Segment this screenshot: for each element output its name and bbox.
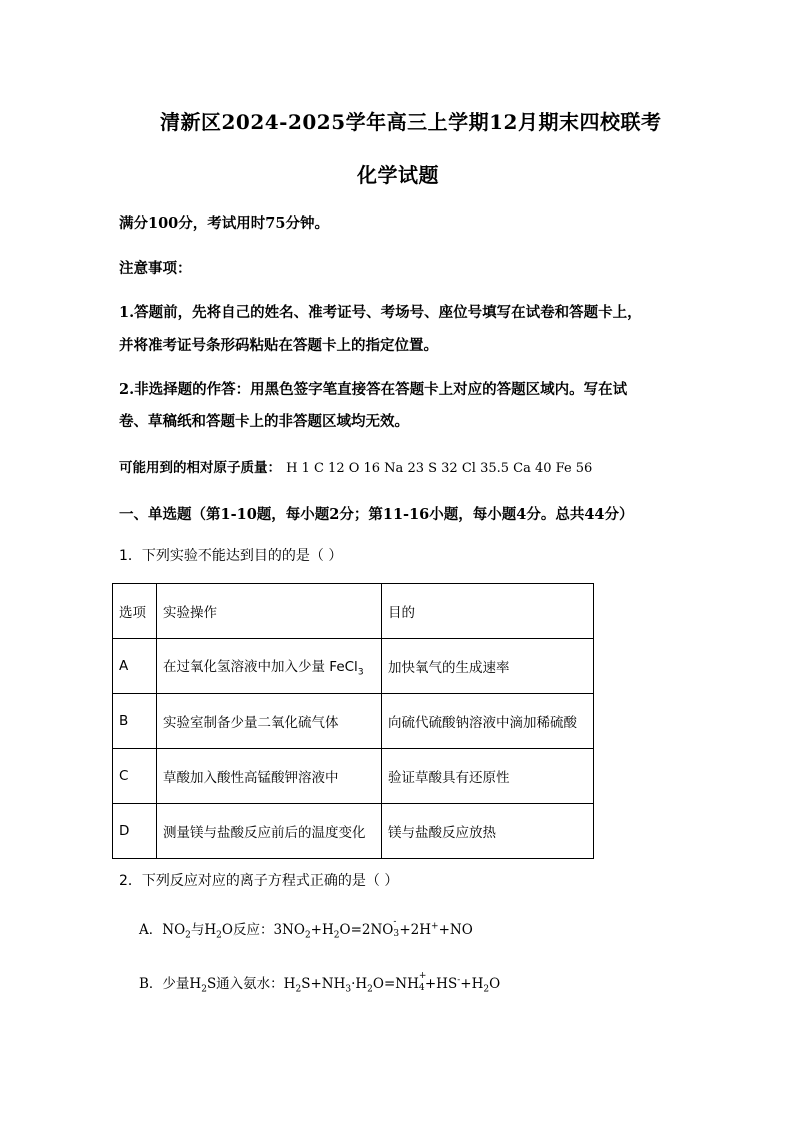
- subscript: 3: [345, 984, 352, 995]
- operation-text: 在过氧化氢溶液中加入少量 FeCl: [163, 658, 358, 675]
- goal-cell: 加快氧气的生成速率: [382, 639, 594, 694]
- notice-1-line-1: 1.答题前，先将自己的姓名、准考证号、考场号、座位号填写在试卷和答题卡上，: [119, 304, 642, 321]
- subscript: 2: [185, 930, 191, 941]
- subscript: 2: [216, 930, 222, 941]
- table-header-cell: 选项: [113, 584, 157, 639]
- formula-text: +2H: [399, 922, 432, 938]
- formula-text: +HS: [424, 976, 458, 992]
- table-row: [113, 639, 594, 694]
- subscript: 3: [393, 929, 400, 939]
- subscript: 2: [201, 984, 207, 995]
- operation-cell: 实验室制备少量二氧化硫气体: [157, 694, 382, 749]
- atomic-mass-label: 可能用到的相对原子质量：: [119, 460, 281, 476]
- option-cell: D: [113, 804, 157, 859]
- formula-text: O=NH: [372, 976, 419, 992]
- atomic-mass-line: [119, 456, 592, 476]
- question-1-table: [112, 583, 594, 859]
- superscript: -: [457, 975, 461, 986]
- exam-subject: 化学试题: [357, 163, 439, 187]
- formula-text: NO: [162, 922, 186, 938]
- question-2-stem: 2．下列反应对应的离子方程式正确的是（ ）: [119, 873, 399, 889]
- table-header-cell: 实验操作: [157, 584, 382, 639]
- subscript: 3: [357, 667, 364, 678]
- subscript: 2: [333, 930, 340, 941]
- notice-heading: 注意事项：: [119, 260, 192, 277]
- notice-2-line-2: 卷、草稿纸和答题卡上的非答题区域均无效。: [119, 413, 409, 430]
- subscript: 2: [367, 984, 373, 995]
- option-cell: A: [113, 639, 157, 694]
- subscript: 2: [483, 984, 490, 995]
- formula-text: ·H: [351, 976, 368, 992]
- sub-sup-stack: [418, 971, 427, 993]
- table-header-cell: 目的: [382, 584, 594, 639]
- table-row: [113, 749, 594, 804]
- question-2-option-b: [139, 972, 500, 995]
- goal-cell: 验证草酸具有还原性: [382, 749, 594, 804]
- superscript: -: [393, 917, 397, 927]
- section-1-heading: 一、单选题（第1-10题，每小题2分；第11-16小题，每小题4分。总共44分）: [119, 506, 634, 523]
- formula-text: S+NH: [301, 976, 346, 992]
- subscript: 2: [304, 930, 311, 941]
- option-cell: C: [113, 749, 157, 804]
- operation-cell: 测量镁与盐酸反应前后的温度变化: [157, 804, 382, 859]
- operation-cell: 草酸加入酸性高锰酸钾溶液中: [157, 749, 382, 804]
- formula-text: +H: [310, 922, 334, 938]
- option-cell: B: [113, 694, 157, 749]
- notice-2-line-1: 2.非选择题的作答：用黑色签字笔直接答在答题卡上对应的答题区域内。写在试: [119, 381, 628, 398]
- operation-cell: [157, 639, 382, 694]
- formula-text: O=2NO: [339, 922, 394, 938]
- superscript: +: [418, 971, 427, 981]
- goal-cell: 镁与盐酸反应放热: [382, 804, 594, 859]
- table-row: [113, 694, 594, 749]
- question-2-option-a: [139, 918, 473, 941]
- table-header-row: [113, 584, 594, 639]
- notice-1-line-2: 并将准考证号条形码粘贴在答题卡上的指定位置。: [119, 337, 438, 354]
- option-label: B．少量H: [139, 976, 202, 992]
- question-1-stem: 1．下列实验不能达到目的的是（ ）: [119, 548, 343, 564]
- score-time-text: 满分100分，考试用时75分钟。: [119, 215, 329, 232]
- superscript: +: [431, 921, 439, 932]
- formula-text: O反应：3NO: [221, 922, 305, 938]
- goal-cell: 向硫代硫酸钠溶液中滴加稀硫酸: [382, 694, 594, 749]
- subscript: 4: [418, 983, 425, 993]
- formula-text: S通入氨水：H: [206, 976, 296, 992]
- exam-title: 清新区2024-2025学年高三上学期12月期末四校联考: [160, 110, 662, 134]
- option-label: A．: [139, 922, 163, 938]
- sub-sup-stack: [393, 917, 400, 939]
- formula-text: 与H: [190, 922, 217, 938]
- subscript: 2: [295, 984, 302, 995]
- formula-text: O: [489, 976, 501, 992]
- atomic-mass-values: H 1 C 12 O 16 Na 23 S 32 Cl 35.5 Ca 40 Fe 56: [286, 461, 593, 476]
- formula-text: +NO: [438, 922, 473, 938]
- table-row: [113, 804, 594, 859]
- formula-text: +H: [460, 976, 484, 992]
